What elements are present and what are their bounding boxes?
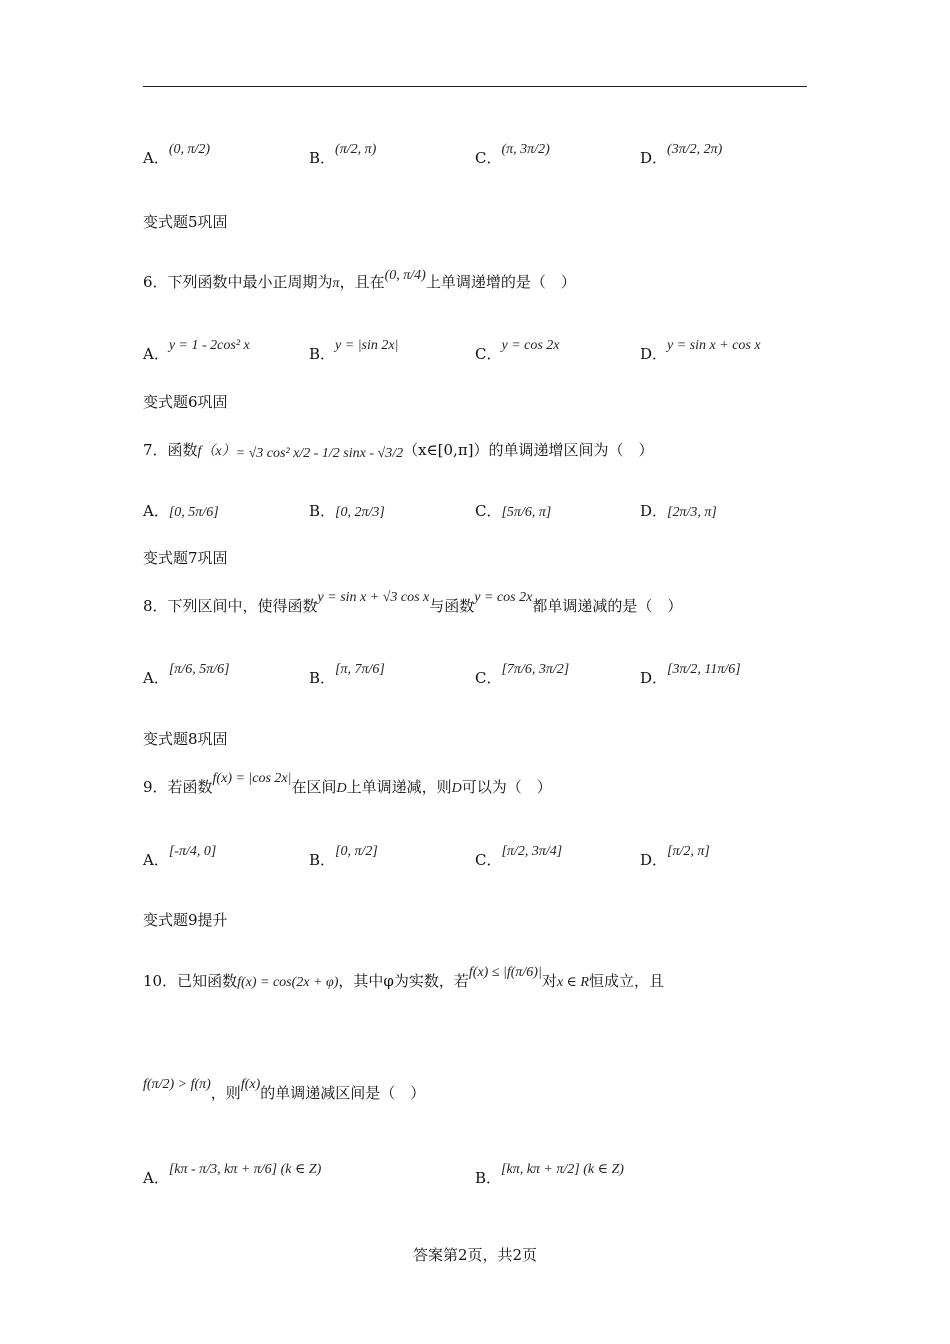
option-letter: A． bbox=[143, 1169, 169, 1187]
q8-stem-text-2: 与函数 bbox=[429, 597, 475, 615]
q10-expression-4: f(π/2) > f(π) bbox=[143, 1077, 211, 1092]
q9-domain-d-2: D bbox=[451, 781, 462, 796]
option-letter: B． bbox=[309, 345, 336, 363]
option-letter: A． bbox=[143, 669, 169, 687]
q8-option-c bbox=[475, 662, 570, 690]
q9-expression: f(x) = |cos 2x| bbox=[212, 771, 292, 786]
q9-stem-text-4: 可以为（ ） bbox=[461, 778, 552, 796]
q9-option-c bbox=[475, 844, 563, 872]
option-letter: B． bbox=[309, 502, 336, 520]
option-letter: A． bbox=[143, 345, 169, 363]
option-letter: D． bbox=[640, 669, 668, 687]
q8-option-b bbox=[309, 662, 385, 690]
q7-function: f（x） bbox=[197, 444, 236, 459]
q6-stem-text-3: 上单调递增的是（ ） bbox=[425, 273, 576, 291]
q9-stem-text: 9．若函数 bbox=[143, 778, 213, 796]
q6-interval: (0, π/4) bbox=[384, 268, 426, 283]
q7-expression: = √3 cos² x/2 - 1/2 sinx - √3/2 bbox=[235, 446, 404, 461]
option-letter: B． bbox=[309, 149, 336, 167]
q10-expression-2: f(x) ≤ |f(π/6)| bbox=[468, 965, 542, 980]
option-expr: [7π/6, 3π/2] bbox=[501, 662, 570, 677]
header-rule bbox=[143, 86, 807, 87]
q9-stem bbox=[143, 771, 552, 799]
q6-option-a bbox=[143, 338, 250, 366]
variant-heading-6: 变式题6巩固 bbox=[143, 393, 228, 411]
q9-option-a bbox=[143, 844, 217, 872]
q10-expression-1: f(x) = cos(2x + φ) bbox=[237, 975, 339, 990]
q8-option-d bbox=[640, 662, 741, 690]
q8-stem-text: 8．下列区间中，使得函数 bbox=[143, 597, 318, 615]
option-expr: [π/2, 3π/4] bbox=[501, 844, 563, 859]
option-expr: (3π/2, 2π) bbox=[667, 142, 723, 157]
q5-option-b bbox=[309, 142, 377, 170]
q9-domain-d: D bbox=[336, 781, 347, 796]
option-letter: B． bbox=[309, 669, 336, 687]
q7-option-a bbox=[143, 501, 219, 523]
q10-stem-text-3: 对 bbox=[541, 972, 557, 990]
q10-stem-text-2: ，其中φ为实数，若 bbox=[338, 972, 469, 990]
q8-expression-1: y = sin x + √3 cos x bbox=[317, 590, 430, 605]
option-letter: C． bbox=[475, 502, 502, 520]
q6-option-c bbox=[475, 338, 560, 366]
q10-expression-3: x ∈ R bbox=[556, 975, 589, 990]
option-expr: [3π/2, 11π/6] bbox=[667, 662, 741, 677]
q8-stem-text-3: 都单调递减的是（ ） bbox=[532, 597, 683, 615]
q9-stem-text-3: 上单调递减，则 bbox=[346, 778, 452, 796]
option-letter: C． bbox=[475, 149, 502, 167]
option-expr: [-π/4, 0] bbox=[168, 844, 217, 859]
q6-stem-text: 6．下列函数中最小正周期为 bbox=[143, 273, 333, 291]
option-expr: (0, π/2) bbox=[168, 142, 211, 157]
variant-heading-8: 变式题8巩固 bbox=[143, 730, 228, 748]
q10-option-a bbox=[143, 1162, 322, 1190]
option-letter: D． bbox=[640, 149, 668, 167]
q10-stem-text-6: 的单调递减区间是（ ） bbox=[260, 1084, 426, 1102]
q8-option-a bbox=[143, 662, 230, 690]
q7-stem-text-2: （x∈[0,π]）的单调递增区间为（ ） bbox=[403, 441, 654, 459]
q6-option-d bbox=[640, 338, 761, 366]
variant-heading-9: 变式题9提升 bbox=[143, 911, 228, 929]
option-expr: [π/2, π] bbox=[667, 844, 710, 859]
option-expr: y = sin x + cos x bbox=[667, 338, 761, 353]
q8-stem bbox=[143, 590, 683, 618]
q10-stem bbox=[143, 965, 664, 993]
q9-stem-text-2: 在区间 bbox=[291, 778, 337, 796]
option-letter: C． bbox=[475, 345, 502, 363]
q6-stem-text-2: ，且在 bbox=[339, 273, 385, 291]
q10-option-b bbox=[475, 1162, 624, 1190]
q7-stem-text: 7．函数 bbox=[143, 441, 198, 459]
q8-expression-2: y = cos 2x bbox=[474, 590, 533, 605]
q5-option-c bbox=[475, 142, 550, 170]
option-letter: B． bbox=[475, 1169, 502, 1187]
q10-expression-5: f(x) bbox=[240, 1077, 261, 1092]
option-letter: A． bbox=[143, 149, 169, 167]
option-letter: D． bbox=[640, 345, 668, 363]
q10-stem-text-5: ，则 bbox=[210, 1084, 241, 1102]
variant-heading-7: 变式题7巩固 bbox=[143, 549, 228, 567]
option-letter: A． bbox=[143, 502, 169, 520]
option-expr: y = 1 - 2cos² x bbox=[168, 338, 250, 353]
option-expr: [5π/6, π] bbox=[501, 505, 552, 520]
option-expr: (π/2, π) bbox=[335, 142, 377, 157]
q9-option-b bbox=[309, 844, 378, 872]
page-footer: 答案第2页，共2页 bbox=[412, 1246, 538, 1264]
option-letter: C． bbox=[475, 669, 502, 687]
option-letter: D． bbox=[640, 851, 668, 869]
option-expr: [0, 5π/6] bbox=[168, 505, 219, 520]
option-expr: y = |sin 2x| bbox=[335, 338, 399, 353]
option-expr: [0, 2π/3] bbox=[335, 505, 385, 520]
option-letter: D． bbox=[640, 502, 668, 520]
variant-heading-5: 变式题5巩固 bbox=[143, 213, 228, 231]
q10-stem-text-4: 恒成立，且 bbox=[588, 972, 664, 990]
q7-option-b bbox=[309, 501, 385, 523]
q5-option-a bbox=[143, 142, 211, 170]
q6-stem bbox=[143, 268, 576, 294]
q6-option-b bbox=[309, 338, 399, 366]
option-expr: [2π/3, π] bbox=[667, 505, 717, 520]
q6-pi: π bbox=[332, 276, 340, 291]
option-expr: [π, 7π/6] bbox=[335, 662, 385, 677]
q9-option-d bbox=[640, 844, 710, 872]
option-expr: [kπ - π/3, kπ + π/6] (k ∈ Z) bbox=[168, 1162, 322, 1177]
option-expr: [π/6, 5π/6] bbox=[168, 662, 230, 677]
q7-stem bbox=[143, 440, 654, 462]
option-expr: [kπ, kπ + π/2] (k ∈ Z) bbox=[501, 1162, 624, 1177]
option-expr: y = cos 2x bbox=[501, 338, 560, 353]
q7-option-c bbox=[475, 501, 551, 523]
q5-option-d bbox=[640, 142, 723, 170]
option-letter: C． bbox=[475, 851, 502, 869]
option-expr: (π, 3π/2) bbox=[501, 142, 550, 157]
option-letter: A． bbox=[143, 851, 169, 869]
option-letter: B． bbox=[309, 851, 336, 869]
q10-stem-line2 bbox=[143, 1077, 426, 1105]
q7-option-d bbox=[640, 501, 717, 523]
option-expr: [0, π/2] bbox=[335, 844, 378, 859]
q10-stem-text: 10．已知函数 bbox=[143, 972, 238, 990]
